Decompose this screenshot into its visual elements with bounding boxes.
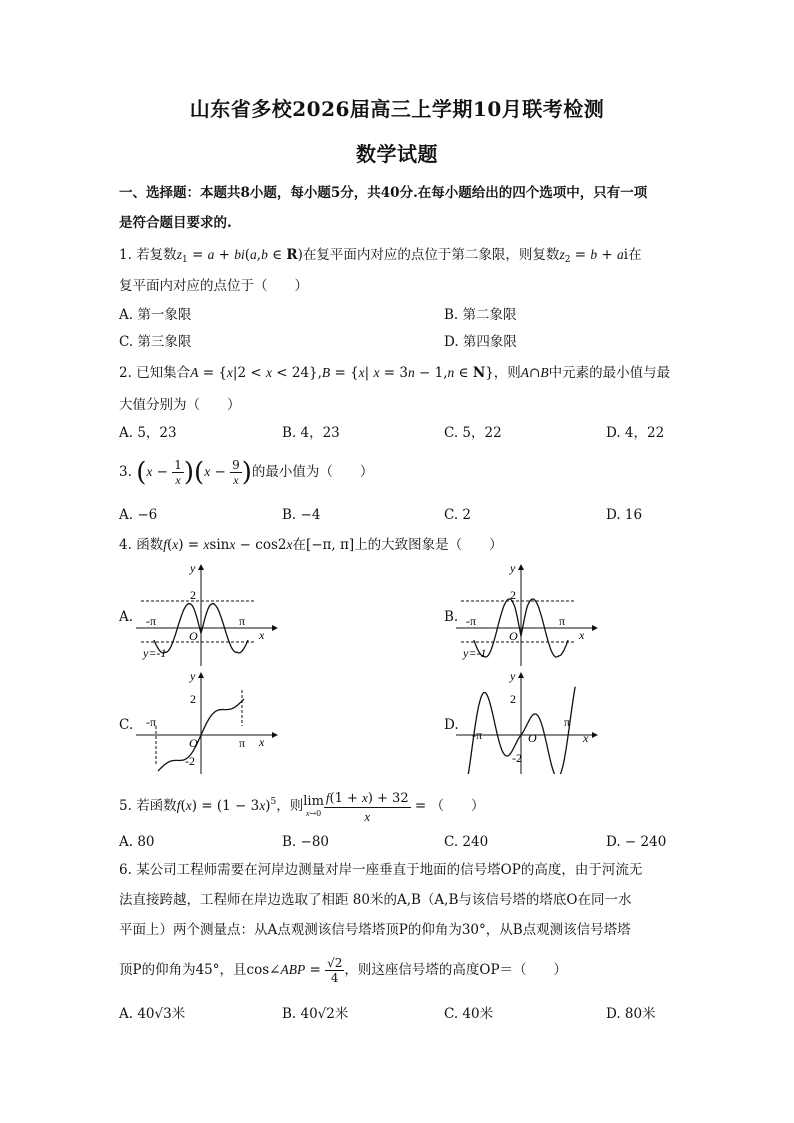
q4-graph-b [456, 562, 606, 666]
q6-option-a: A. 40√3米 [119, 1006, 186, 1022]
q4-d-negtwo: -2 [512, 751, 522, 765]
q1-mid: 在复平面内对应的点位于第二象限，则复数 [302, 247, 560, 263]
q6-number: 6. [119, 862, 132, 878]
q4-a-two: 2 [190, 588, 196, 602]
q2-option-a: A. 5，23 [119, 425, 177, 441]
q5-option-b: B. −80 [282, 834, 329, 850]
section-heading-line1: 一、选择题：本题共8小题，每小题5分，共40分.在每小题给出的四个选项中，只有一项 [119, 185, 648, 201]
q6-line4-pre: 顶P的仰角为45°，且 [119, 962, 247, 978]
q2-option-b: B. 4，23 [282, 425, 340, 441]
q6-option-d: D. 80米 [606, 1006, 656, 1022]
question-4: 4. 函数f(x) = xsinx − cos2x在[−π, π]上的大致图象是（ ） [119, 537, 503, 553]
q2-option-c: C. 5，22 [444, 425, 502, 441]
q2-pre: 已知集合 [136, 365, 191, 381]
q4-d-x-label: x [583, 731, 589, 745]
q4-b-y-label: y [510, 562, 516, 575]
q3-option-d: D. 16 [606, 507, 643, 523]
q2-post2: 中元素的最小值与最 [548, 365, 671, 381]
q5-option-d: D. − 240 [606, 834, 667, 850]
q3-number: 3. [119, 464, 132, 480]
q4-graph-d [456, 670, 606, 774]
q3-post: 的最小值为（ ） [251, 464, 374, 480]
q4-option-d-label: D. [444, 717, 459, 733]
q2-number: 2. [119, 365, 132, 381]
q1-pre: 若复数 [136, 247, 177, 263]
q6-option-b: B. 40√2米 [282, 1006, 349, 1022]
question-6 [119, 861, 642, 879]
q6-line3: 平面上）两个测量点：从A点观测该信号塔塔顶P的仰角为30°，从B点观测该信号塔塔 [119, 922, 631, 938]
q5-option-c: C. 240 [444, 834, 489, 850]
q4-b-two: 2 [510, 588, 516, 602]
question-3: 3. (x − $\frac{1}{x}$ )(x − $\frac{9}{x}$ )的最小值为（ ） [119, 457, 374, 488]
q2-post: ，则 [493, 365, 521, 381]
q4-d-two: 2 [510, 692, 516, 706]
q6-line1: 某公司工程师需要在河岸边测量对岸一座垂直于地面的信号塔OP的高度，由于河流无 [136, 862, 643, 878]
q4-c-negtwo: -2 [185, 754, 195, 768]
q6-line4: 顶P的仰角为45°，且cos∠ABP = $\frac{√2}{4}$ ，则这座信号塔的高度OP＝（ ） [119, 956, 568, 985]
q1-number: 1. [119, 247, 132, 263]
q4-d-pi: π [564, 715, 571, 729]
q5-pre: 若函数 [136, 798, 177, 814]
q4-b-yneg1: y=-1 [463, 646, 487, 660]
q1-option-b: B. 第二象限 [444, 307, 517, 323]
q4-number: 4. [119, 537, 132, 553]
q4-d-y-label: y [510, 670, 516, 683]
q3-option-a: A. −6 [119, 507, 158, 523]
q4-c-y-label: y [190, 670, 196, 683]
q4-option-a-label: A. [119, 609, 134, 625]
q6-line4-post: ，则这座信号塔的高度OP＝（ ） [344, 962, 568, 978]
q4-d-origin: O [528, 731, 537, 745]
q1-option-d: D. 第四象限 [444, 334, 517, 350]
q3-option-b: B. −4 [282, 507, 321, 523]
q4-mid: 在 [292, 537, 306, 553]
q4-graph-c [136, 670, 286, 774]
q4-a-pi: π [239, 614, 246, 628]
q6-option-c: C. 40米 [444, 1006, 494, 1022]
exam-title: 山东省多校2026届高三上学期10月联考检测 [189, 97, 605, 121]
q4-a-yneg1: y=-1 [143, 646, 167, 660]
question-2: 2. 已知集合A = {x|2 < x < 24},B = {x| x = 3n − 1,n ∈ N}，则A∩B中元素的最小值与最 [119, 365, 671, 381]
q5-post: ，则 [276, 798, 304, 814]
section-heading-line2: 是符合题目要求的. [119, 215, 232, 231]
q4-option-b-label: B. [444, 609, 459, 625]
q4-c-x-label: x [259, 735, 265, 749]
question-1: 1. 若复数$z_1 = a + bi(a,b$ ∈ R)在复平面内对应的点位于第二象限，则复数$z_2 = b$ + ai在 [119, 247, 642, 265]
q1-line2: 复平面内对应的点位于（ ） [119, 278, 308, 294]
q6-line2: 法直接跨越，工程师在岸边选取了相距 80米的A,B（A,B与该信号塔的塔底O在同一水 [119, 892, 632, 908]
q5-option-a: A. 80 [119, 834, 155, 850]
question-5: 5. 若函数$f(x) = (1 - 3x)^5$，则 lim x→0 $\frac{f(1 + x) + 32}{x}$ = （ ） [119, 789, 485, 824]
q2-option-d: D. 4，22 [606, 425, 665, 441]
q1-post: 在 [628, 247, 642, 263]
q4-a-negpi: -π [146, 614, 157, 628]
q5-post2: （ ） [430, 798, 485, 814]
q4-b-x-label: x [579, 628, 585, 642]
q4-a-origin: O [189, 629, 198, 643]
q4-post: 上的大致图象是（ ） [354, 537, 503, 553]
q4-b-negpi: -π [466, 614, 477, 628]
q4-a-y-label: y [190, 562, 196, 575]
q4-graph-a [136, 562, 286, 666]
q2-line2: 大值分别为（ ） [119, 397, 241, 413]
q5-number: 5. [119, 798, 132, 814]
q4-option-c-label: C. [119, 717, 134, 733]
q4-c-origin: O [189, 736, 198, 750]
q4-b-pi: π [559, 614, 566, 628]
q4-a-x-label: x [259, 628, 265, 642]
q4-d-negpi: -π [472, 728, 483, 742]
q4-c-negpi: -π [146, 715, 157, 729]
q4-pre: 函数 [136, 537, 164, 553]
q4-c-pi: π [239, 736, 246, 750]
q3-option-c: C. 2 [444, 507, 472, 523]
q4-c-two: 2 [190, 692, 196, 706]
exam-subtitle: 数学试题 [356, 142, 438, 166]
q4-b-origin: O [509, 629, 518, 643]
q1-option-a: A. 第一象限 [119, 307, 192, 323]
q1-option-c: C. 第三象限 [119, 334, 192, 350]
